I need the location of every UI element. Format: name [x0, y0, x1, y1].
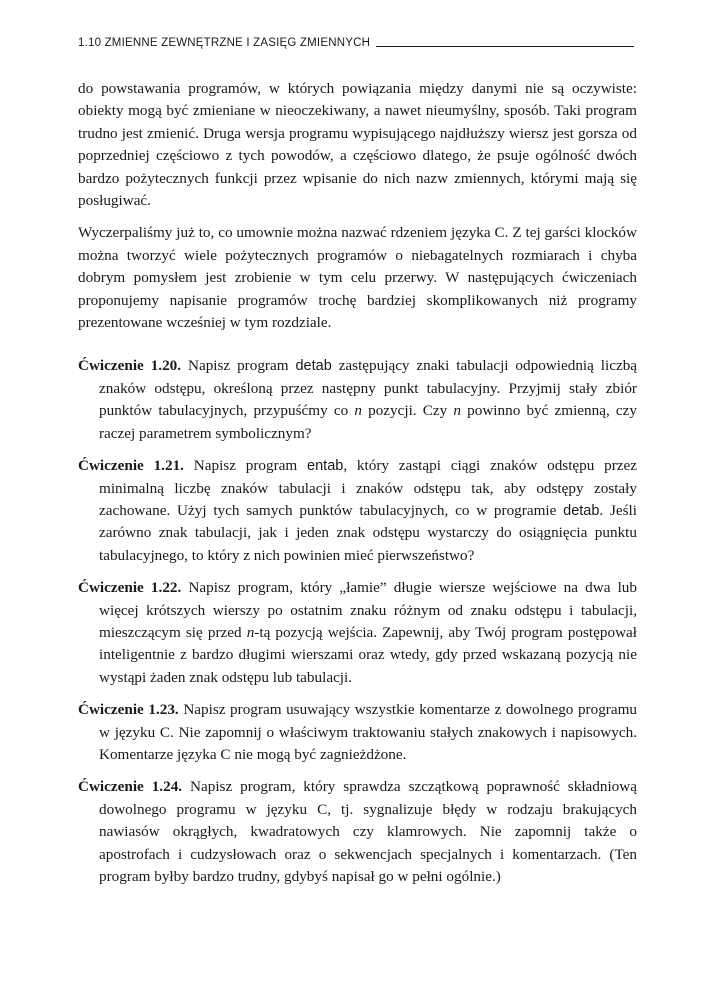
- exercise-list: [78, 355, 637, 888]
- running-head: [78, 36, 634, 50]
- exercise-1-20: [78, 355, 637, 445]
- code-word: detab: [563, 502, 600, 519]
- exercise-text: , który zastąpi ciągi znaków odstępu przez minimalną liczbę znaków tabulacji i znaków odstępu tak, aby odstępy zostały zachowane. Użyj tych samych punktów tabulacyjnych, co w programie: [99, 457, 638, 519]
- exercise-text: Napisz program, który sprawdza szczątkową poprawność składniową dowolnego programu w języku C, tj. sygnalizuje błędy w rodzaju brakujących nawiasów okrągłych, kwadratowych czy klamrowych. Nie zapomnij także o apostrofach i cudzysłowach oraz o sekwencjach specjalnych i komentarzach. (Ten program byłby bardzo trudny, gdybyś napisał go w pełni ogólnie.): [99, 778, 637, 885]
- exercise-text: . Jeśli zarówno znak tabulacji, jak i jeden znak odstępu wystarczy do osiągnięcia punktu tabulacyjnego, to który z nich powinien mieć pierwszeństwo?: [99, 501, 637, 564]
- exercise-text: Napisz program: [193, 457, 298, 475]
- body-paragraph: Wyczerpaliśmy już to, co umownie można nazwać rdzeniem języka C. Z tej garści klocków można tworzyć wiele pożytecznych programów o niebagatelnych rozmiarach i chyba dobrym pomysłem jest zrobienie w tym celu przerwy. W następujących ćwiczeniach proponujemy napisanie programów trochę bardziej skomplikowanych niż programy prezentowane wcześniej w tym rozdziale.: [78, 224, 637, 332]
- exercise-label: Ćwiczenie 1.24.: [78, 778, 183, 796]
- page-body: [78, 78, 637, 888]
- exercise-text: -tą pozycją wejścia. Zapewnij, aby Twój program postępował inteligentnie z bardzo długimi wierszami oraz wtedy, gdy przed wskazaną pozycją nie wystąpi żaden znak odstępu lub tabulacji.: [99, 623, 637, 686]
- variable-n: n: [246, 623, 255, 641]
- variable-n: n: [453, 402, 461, 420]
- body-paragraph: do powstawania programów, w których powiązania między danymi nie są oczywiste: obiekty mogą być zmieniane w nieoczekiwany, a nawet nieumyślny, sposób. Taki program trudno jest zmienić. Druga wersja programu wypisującego najdłuższy wiersz jest gorsza od poprzedniej częściowo z tych powodów, a częściowo dlatego, że psuje ogólność dwóch bardzo pożytecznych funkcji przez wpisanie do nich nazw zmiennych, którymi mają się posługiwać.: [78, 80, 637, 210]
- exercise-1-22: [78, 577, 637, 689]
- exercise-label: Ćwiczenie 1.22.: [78, 579, 182, 597]
- exercise-label: Ćwiczenie 1.21.: [78, 457, 184, 475]
- exercise-text: pozycji. Czy: [368, 402, 448, 420]
- exercise-text: Napisz program: [188, 357, 289, 375]
- exercise-label: Ćwiczenie 1.23.: [78, 701, 179, 719]
- exercise-text: Napisz program, który „łamie” długie wiersze wejściowe na dwa lub więcej krótszych wierszy po ostatnim znaku różnym od znaku odstępu i tabulacji, mieszczącym się przed: [99, 579, 637, 641]
- variable-n: n: [354, 402, 362, 420]
- exercise-1-24: [78, 776, 637, 888]
- running-head-rule: [376, 46, 634, 47]
- exercise-text: zastępujący znaki tabulacji odpowiednią liczbą znaków odstępu, określoną przez następny punkt tabulacyjny. Przyjmij stały zbiór punktów tabulacyjnych, przypuśćmy co: [99, 357, 638, 420]
- exercise-text: Napisz program usuwający wszystkie komentarze z dowolnego programu w języku C. Nie zapomnij o właściwym traktowaniu stałych znakowych i napisowych. Komentarze języka C nie mogą być zagnieżdżone.: [99, 701, 637, 763]
- exercise-text: powinno być zmienną, czy raczej parametrem symbolicznym?: [99, 402, 637, 442]
- running-head-title: 1.10 ZMIENNE ZEWNĘTRZNE I ZASIĘG ZMIENNYCH: [78, 37, 371, 49]
- exercise-label: Ćwiczenie 1.20.: [78, 357, 182, 375]
- exercise-1-23: [78, 699, 637, 766]
- code-word: detab: [295, 358, 332, 375]
- exercise-1-21: [78, 455, 637, 567]
- code-word: entab: [307, 458, 344, 475]
